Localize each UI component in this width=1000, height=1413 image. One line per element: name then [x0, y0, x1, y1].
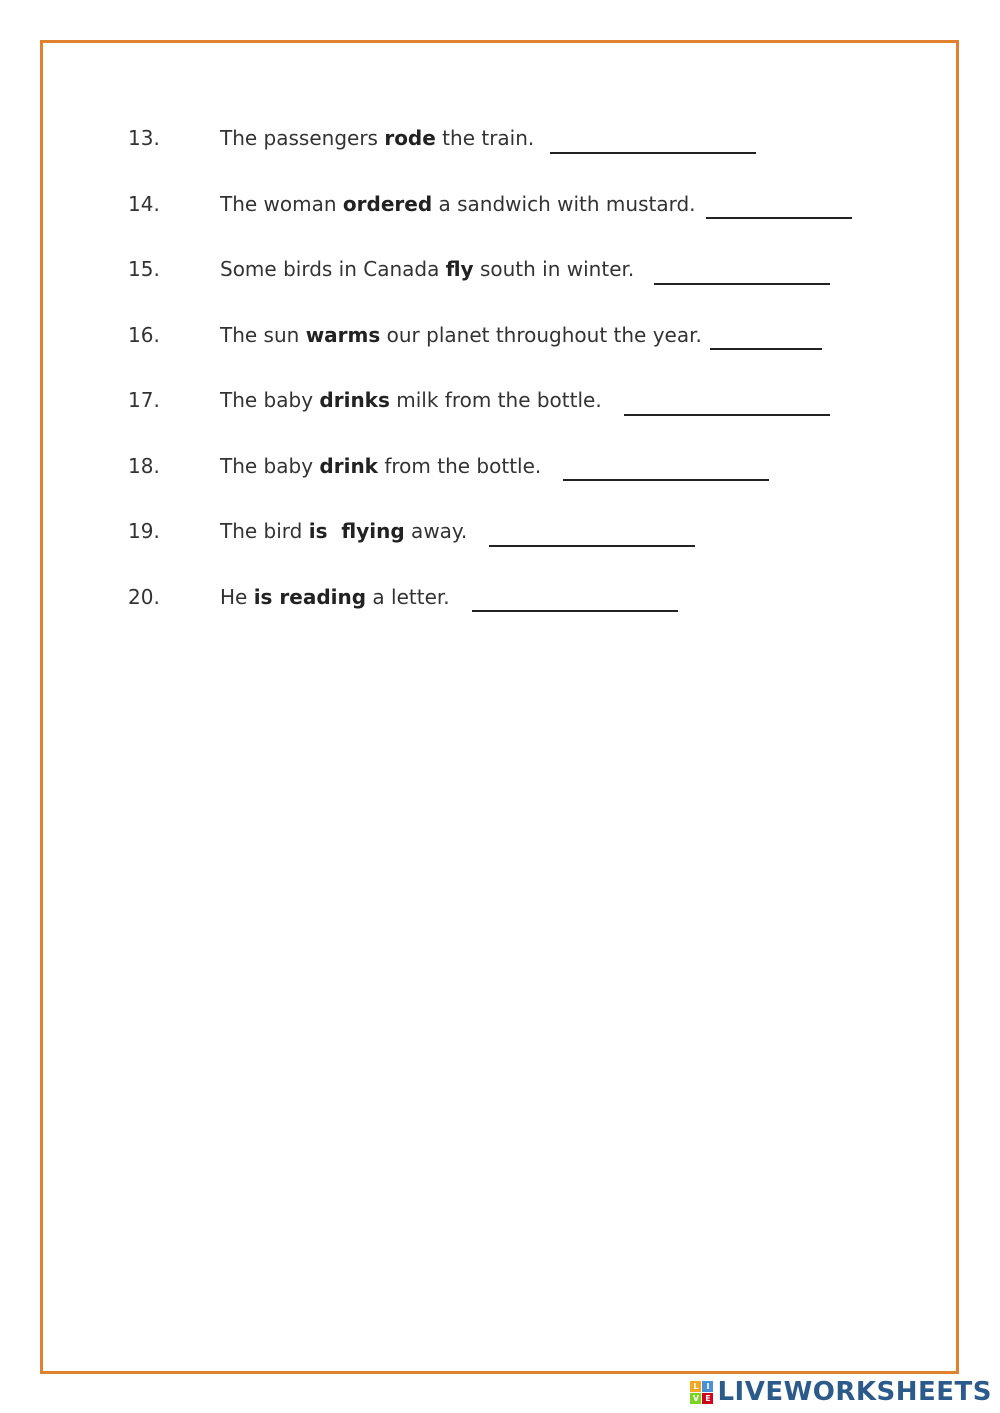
- answer-input-20[interactable]: [472, 586, 678, 612]
- highlighted-verb: fly: [445, 257, 474, 281]
- liveworksheets-logo-icon: [690, 1381, 713, 1404]
- answer-input-13[interactable]: [550, 128, 756, 154]
- question-sentence: The bird is flying away.: [220, 511, 695, 551]
- highlighted-verb: warms: [305, 322, 381, 347]
- question-number: 18.: [128, 453, 160, 478]
- question-sentence: Some birds in Canada fly south in winter.: [220, 249, 830, 289]
- liveworksheets-brand: [690, 1377, 992, 1407]
- question-17: [128, 380, 928, 446]
- logo-letter: E: [702, 1393, 713, 1404]
- question-sentence: The passengers rode the train.: [220, 118, 756, 158]
- question-13: [128, 118, 928, 184]
- answer-input-15[interactable]: [654, 259, 830, 285]
- highlighted-verb: drinks: [319, 388, 390, 412]
- logo-letter: I: [702, 1381, 713, 1392]
- answer-input-16[interactable]: [710, 324, 822, 350]
- answer-input-17[interactable]: [624, 390, 830, 416]
- highlighted-verb: is reading: [253, 584, 367, 609]
- highlighted-verb: is flying: [308, 519, 405, 543]
- question-number: 16.: [128, 322, 160, 347]
- question-20: [128, 577, 928, 643]
- question-sentence: The sun warms our planet throughout the year.: [220, 315, 822, 355]
- question-19: [128, 511, 928, 577]
- question-18: [128, 446, 928, 512]
- logo-letter: V: [690, 1393, 701, 1404]
- brand-text: LIVEWORKSHEETS: [717, 1377, 992, 1407]
- question-16: [128, 315, 928, 381]
- question-15: [128, 249, 928, 315]
- question-number: 20.: [128, 584, 160, 609]
- question-number: 13.: [128, 126, 160, 150]
- question-sentence: The baby drink from the bottle.: [220, 446, 769, 486]
- question-number: 15.: [128, 257, 160, 281]
- logo-letter: L: [690, 1381, 701, 1392]
- question-sentence: The woman ordered a sandwich with mustard.: [220, 184, 852, 224]
- answer-input-14[interactable]: [706, 193, 852, 219]
- highlighted-verb: drink: [319, 453, 378, 478]
- question-sentence: He is reading a letter.: [220, 577, 678, 617]
- question-14: [128, 184, 928, 250]
- answer-input-19[interactable]: [489, 521, 695, 547]
- highlighted-verb: ordered: [342, 191, 433, 216]
- question-list: [128, 118, 928, 642]
- question-sentence: The baby drinks milk from the bottle.: [220, 380, 830, 420]
- highlighted-verb: rode: [384, 126, 436, 150]
- question-number: 17.: [128, 388, 160, 412]
- answer-input-18[interactable]: [563, 455, 769, 481]
- question-number: 14.: [128, 191, 160, 216]
- question-number: 19.: [128, 519, 160, 543]
